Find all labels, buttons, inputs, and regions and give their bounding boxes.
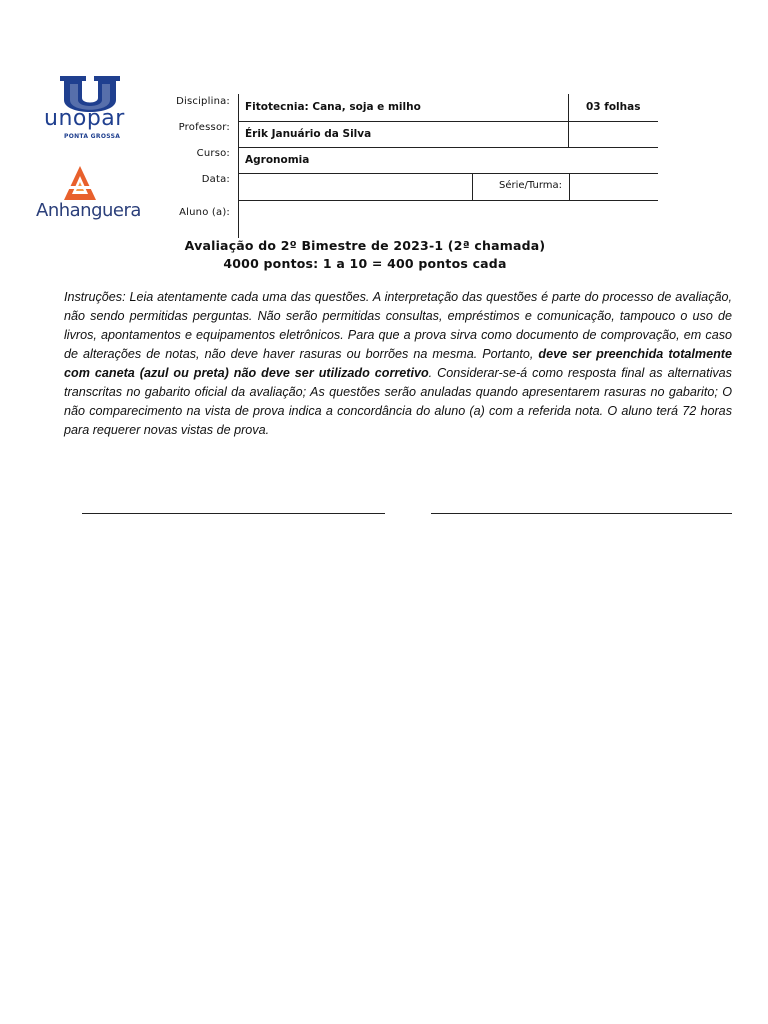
folhas-value: 03 folhas bbox=[586, 101, 641, 113]
data-label: Data: bbox=[201, 174, 230, 185]
anhanguera-triangle-icon bbox=[34, 164, 144, 204]
serie-label: Série/Turma: bbox=[498, 180, 562, 191]
disciplina-value: Fitotecnia: Cana, soja e milho bbox=[245, 101, 421, 113]
signature-line-left bbox=[82, 513, 385, 514]
form-divider-vertical bbox=[238, 94, 239, 238]
professor-label: Professor: bbox=[178, 122, 230, 133]
professor-value: Érik Januário da Silva bbox=[245, 128, 372, 140]
instructions-bold: deve ser preenchida totalmente com caneta (azul ou preta) não deve ser utilizado corretivo bbox=[64, 347, 732, 380]
form-row-line bbox=[238, 200, 658, 201]
unopar-logo bbox=[40, 76, 140, 146]
curso-value: Agronomia bbox=[245, 154, 310, 166]
form-row-line bbox=[238, 121, 658, 122]
anhanguera-wordmark: Anhanguera bbox=[36, 200, 141, 221]
exam-points: 4000 pontos: 1 a 10 = 400 pontos cada bbox=[223, 256, 507, 271]
instructions-text-2: . Considerar-se-á como resposta final as alternativas transcritas no gabarito oficial da avaliação; As questões serão anuladas quando apresentarem rasuras no gabarito; O não comparecimento na vista de prova indica a concordância do aluno (a) com a referida nota. O aluno terá 72 horas para requerer novas vistas de prova. bbox=[64, 366, 732, 437]
instructions-text-1: Instruções: Leia atentamente cada uma das questões. A interpretação das questões é parte do processo de avaliação, não sendo permitidas perguntas. Não serão permitidas consultas, empréstimos e comunicação, tampouco o uso de livros, apontamentos e equipamentos eletrônicos. Para que a prova sirva como documento de comprovação, em caso de alterações de notas, não deve haver rasuras ou borrões na mesma. Portanto, bbox=[64, 290, 732, 361]
anhanguera-logo bbox=[34, 164, 144, 226]
disciplina-label: Disciplina: bbox=[176, 96, 230, 107]
instructions bbox=[64, 288, 732, 440]
serie-divider bbox=[569, 173, 570, 200]
signature-line-right bbox=[431, 513, 732, 514]
exam-title: Avaliação do 2º Bimestre de 2023-1 (2ª chamada) bbox=[184, 238, 546, 253]
form-row-line bbox=[238, 147, 658, 148]
unopar-subtitle: PONTA GROSSA bbox=[64, 133, 121, 140]
curso-label: Curso: bbox=[196, 148, 230, 159]
form-row-line bbox=[238, 173, 658, 174]
data-divider bbox=[472, 173, 473, 200]
unopar-wordmark: unopar bbox=[44, 106, 125, 131]
aluno-label: Aluno (a): bbox=[179, 207, 230, 218]
